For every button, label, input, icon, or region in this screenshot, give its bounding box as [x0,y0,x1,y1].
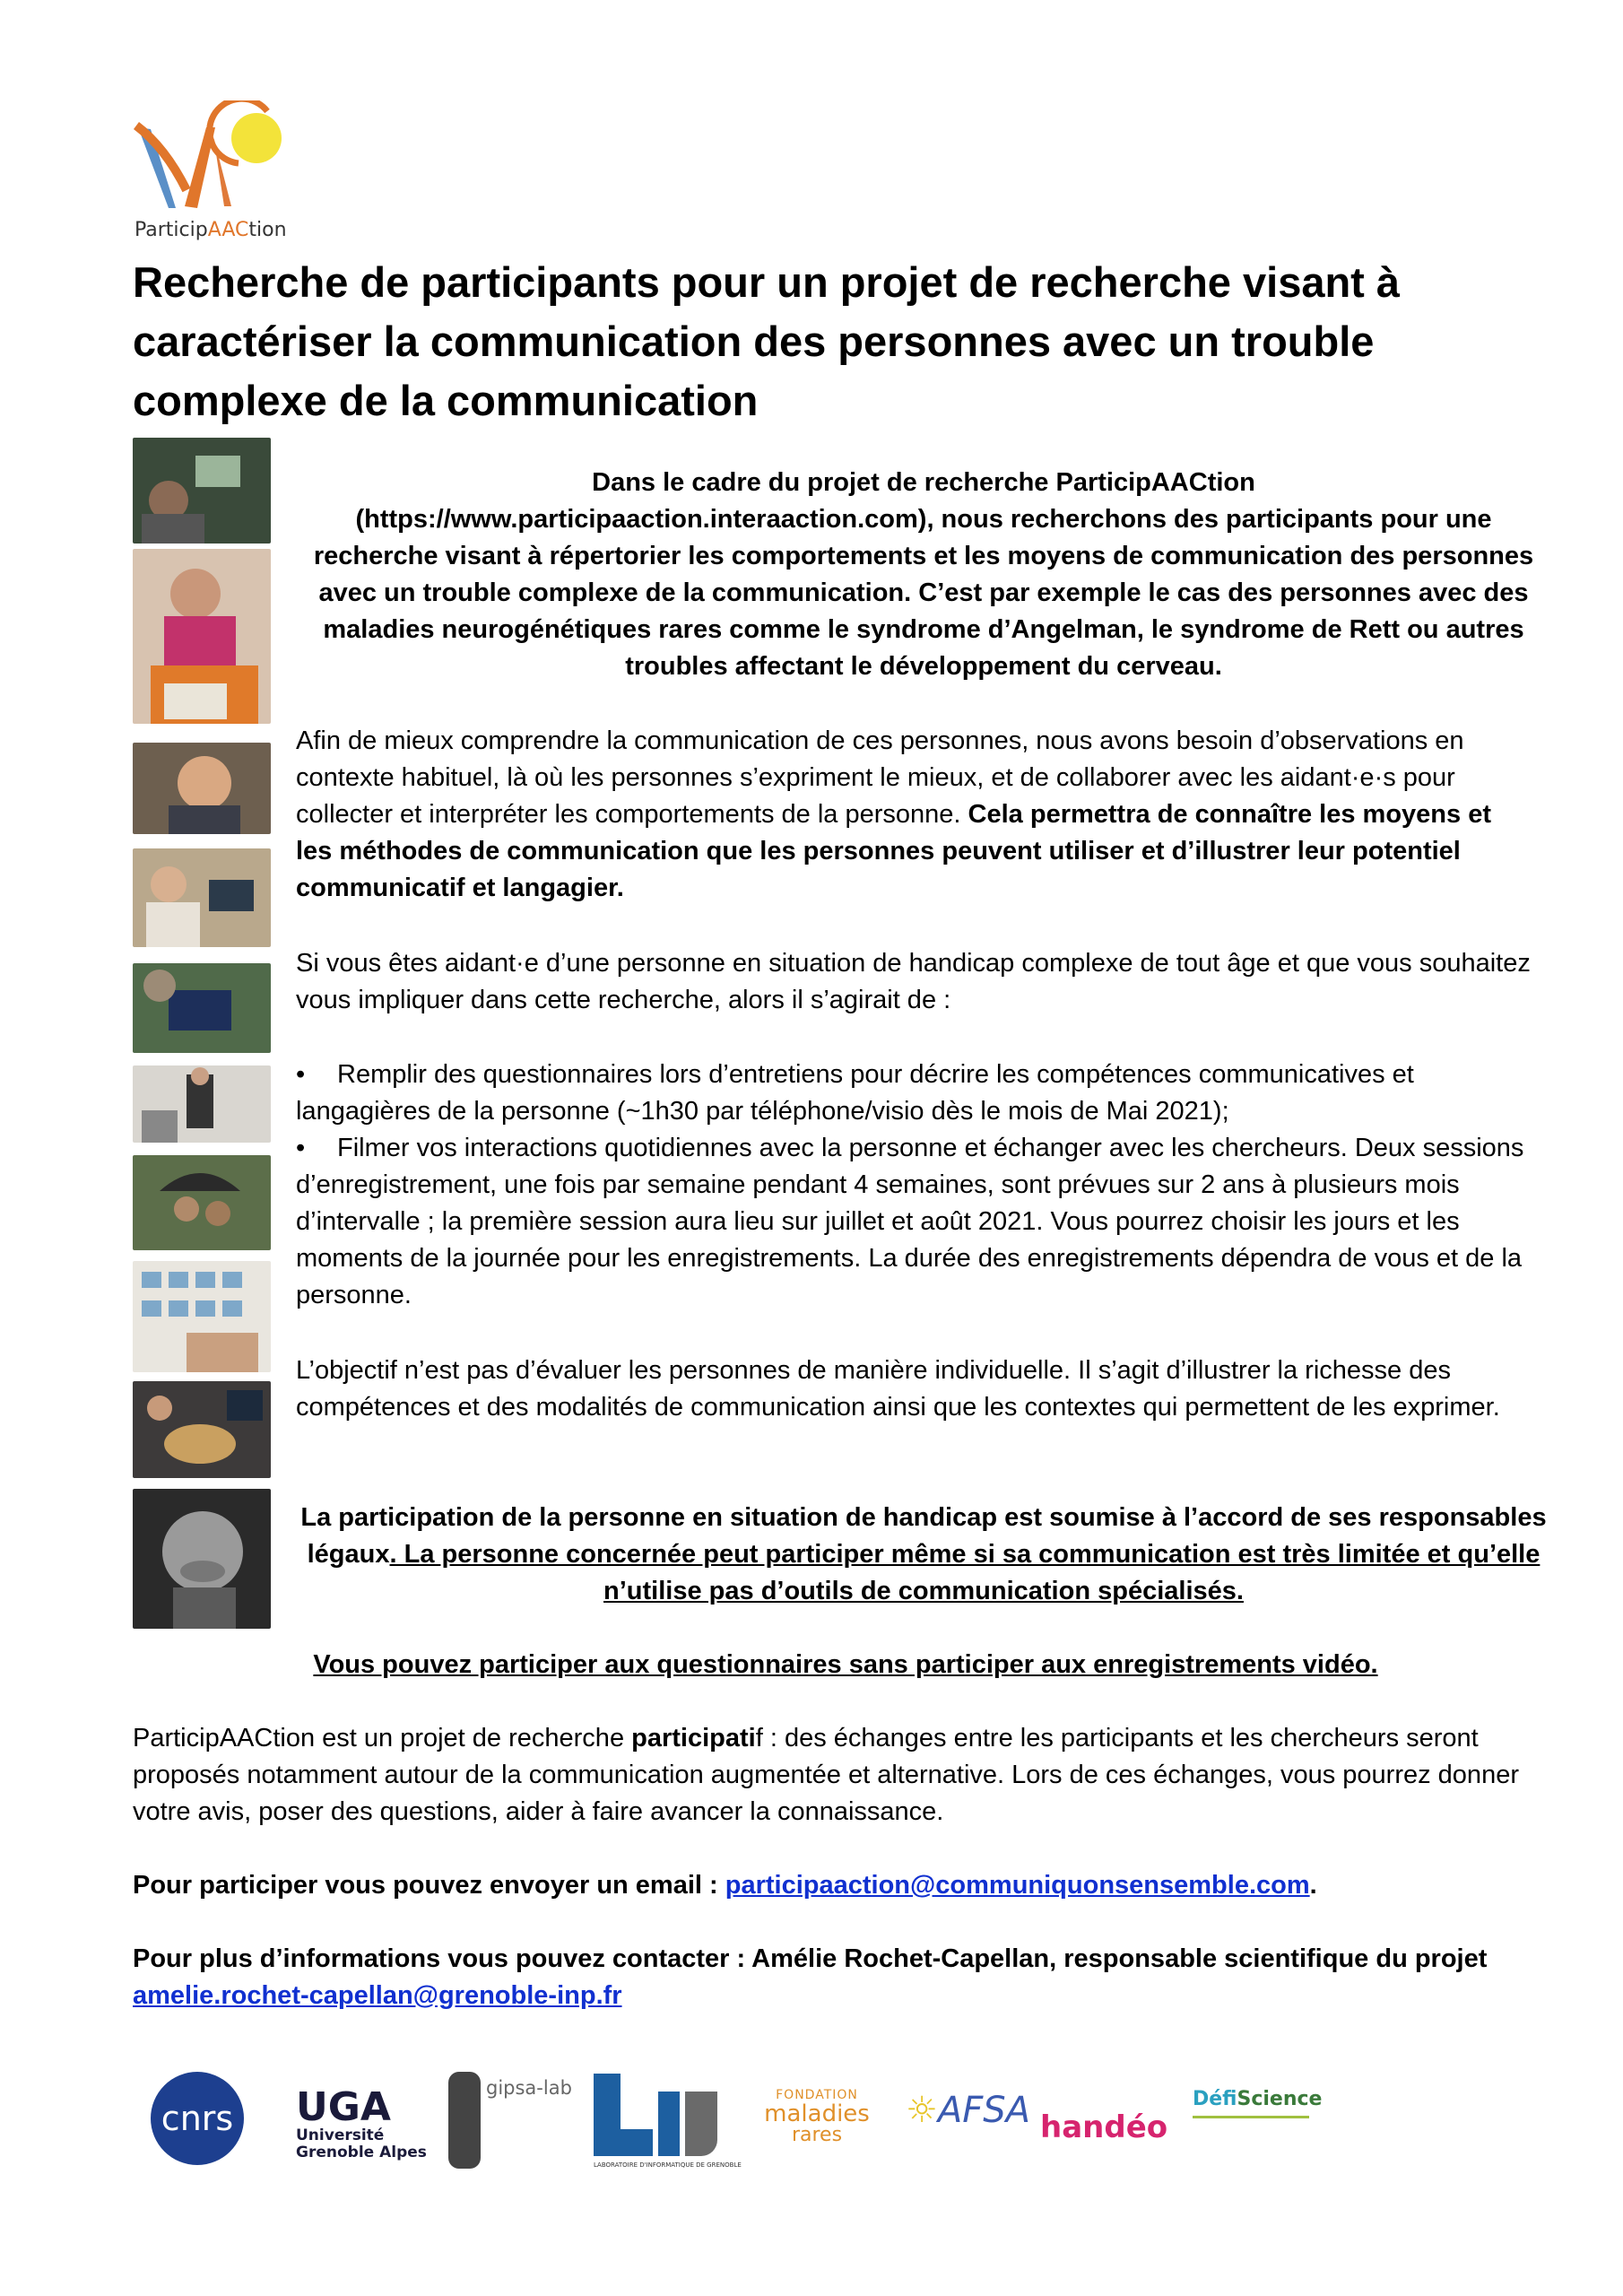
defiscience-logo: DéfiScience [1193,2088,1322,2118]
gipsa-emblem [448,2072,481,2169]
questionnaire-only-note: Vous pouvez participer aux questionnaires sans participer aux enregistrements vidéo. [313,1650,1378,1679]
contact-paragraph: Pour plus d’informations vous pouvez contacter : Amélie Rochet-Capellan, responsable scientifique du projet amelie.rochet-capellan@grenoble-inp.fr [133,1944,1488,2010]
intro-paragraph: Dans le cadre du projet de recherche ParticipAACtion (https://www.participaaction.interaaction.com), nous recherchons des participants pour une recherche visant à répertorier les comportements et les moyens de communication des personnes avec un trouble complexe de la communication. C’est par exemple le cas des personnes avec des maladies neurogénétiques rares comme le syndrome d’Angelman, le syndrome de Rett ou autres troubles affectant le développement du cerveau. [313,468,1534,681]
photo-child-computer [133,438,271,544]
logo-wordmark: ParticipAACtion [135,219,287,241]
cnrs-logo: cnrs [151,2072,244,2165]
photo-boy-bw [133,1489,271,1629]
uga-logo: UGA Université Grenoble Alpes [296,2084,427,2161]
list-item: • Remplir des questionnaires lors d’entretiens pour décrire les compétences communicatives et langagières de la personne (~1h30 par téléphone/visio dès le mois de Mai 2021); [296,1060,1414,1126]
participate-email-link[interactable]: participaaction@communiquonsensemble.com [725,1871,1310,1900]
photo-picture-board [133,1261,271,1372]
handeo-logo: handéo [1040,2109,1168,2145]
context-paragraph: Afin de mieux comprendre la communication de ces personnes, nous avons besoin d’observations en contexte habituel, là où les personnes s’expriment le mieux, et de collaborer avec les aidant·e·s pour collecter et interpréter les comportements de la personne. Cela permettra de connaître les moyens et les méthodes de communication que les personnes peuvent utiliser et d’illustrer leur potentiel communicatif et langagier. [296,726,1491,902]
page-title: Recherche de participants pour un projet de recherche visant à caractériser la communication des personnes avec un trouble complexe de la communication [133,258,1401,424]
fondation-maladies-rares-logo: FONDATION maladies rares [764,2088,870,2146]
participate-email-paragraph: Pour participer vous pouvez envoyer un email : participaaction@communiquonsensemble.com. [133,1871,1317,1900]
photo-boy-smiling [133,743,271,834]
afsa-logo: ☼AFSA [906,2090,1030,2131]
caregiver-paragraph: Si vous êtes aidant·e d’une personne en situation de handicap complexe de tout âge et que vous souhaitez vous impliquer dans cette recherche, alors il s’agirait de : [296,949,1531,1014]
lig-logo: LABORATOIRE D'INFORMATIQUE DE GRENOBLE [594,2074,717,2172]
photo-outdoor-umbrella [133,1155,271,1250]
photo-child-board [133,549,271,724]
photo-adult-room [133,1065,271,1143]
photo-child-tablet [133,848,271,947]
objective-paragraph: L’objectif n’est pas d’évaluer les personnes de manière individuelle. Il s’agit d’illustrer la richesse des compétences et des modalités de communication ainsi que les contextes qui permettent de les exprimer. [296,1356,1500,1422]
participative-paragraph: ParticipAACtion est un projet de recherche participatif : des échanges entre les participants et les chercheurs seront proposés notamment autour de la communication augmentée et alternative. Lors de ces échanges, vous pourrez donner votre avis, poser des questions, aider à faire avancer la connaissance. [133,1724,1519,1826]
photo-tablet-use [133,963,271,1053]
photo-hands-cooking [133,1381,271,1478]
tasks-list [296,1057,1533,1314]
consent-paragraph: La participation de la personne en situation de handicap est soumise à l’accord de ses responsables légaux. La personne concernée peut participer même si sa communication est très limitée et qu’elle n’utilise pas d’outils de communication spécialisés. [300,1503,1547,1605]
gipsa-lab-logo: gipsa-lab [486,2077,572,2099]
contact-email-link[interactable]: amelie.rochet-capellan@grenoble-inp.fr [133,1981,622,2010]
partner-logos [143,2063,1327,2188]
list-item: • Filmer vos interactions quotidiennes avec la personne et échanger avec les chercheurs. Deux sessions d’enregistrement, une fois par semaine pendant 4 semaines, sont prévues sur 2 ans à plusieurs mois d’intervalle ; la première session aura lieu sur juillet et août 2021. Vous pourrez choisir les jours et les moments de la journée pour les enregistrements. La durée des enregistrements dépendra de vous et de la personne. [296,1134,1524,1309]
